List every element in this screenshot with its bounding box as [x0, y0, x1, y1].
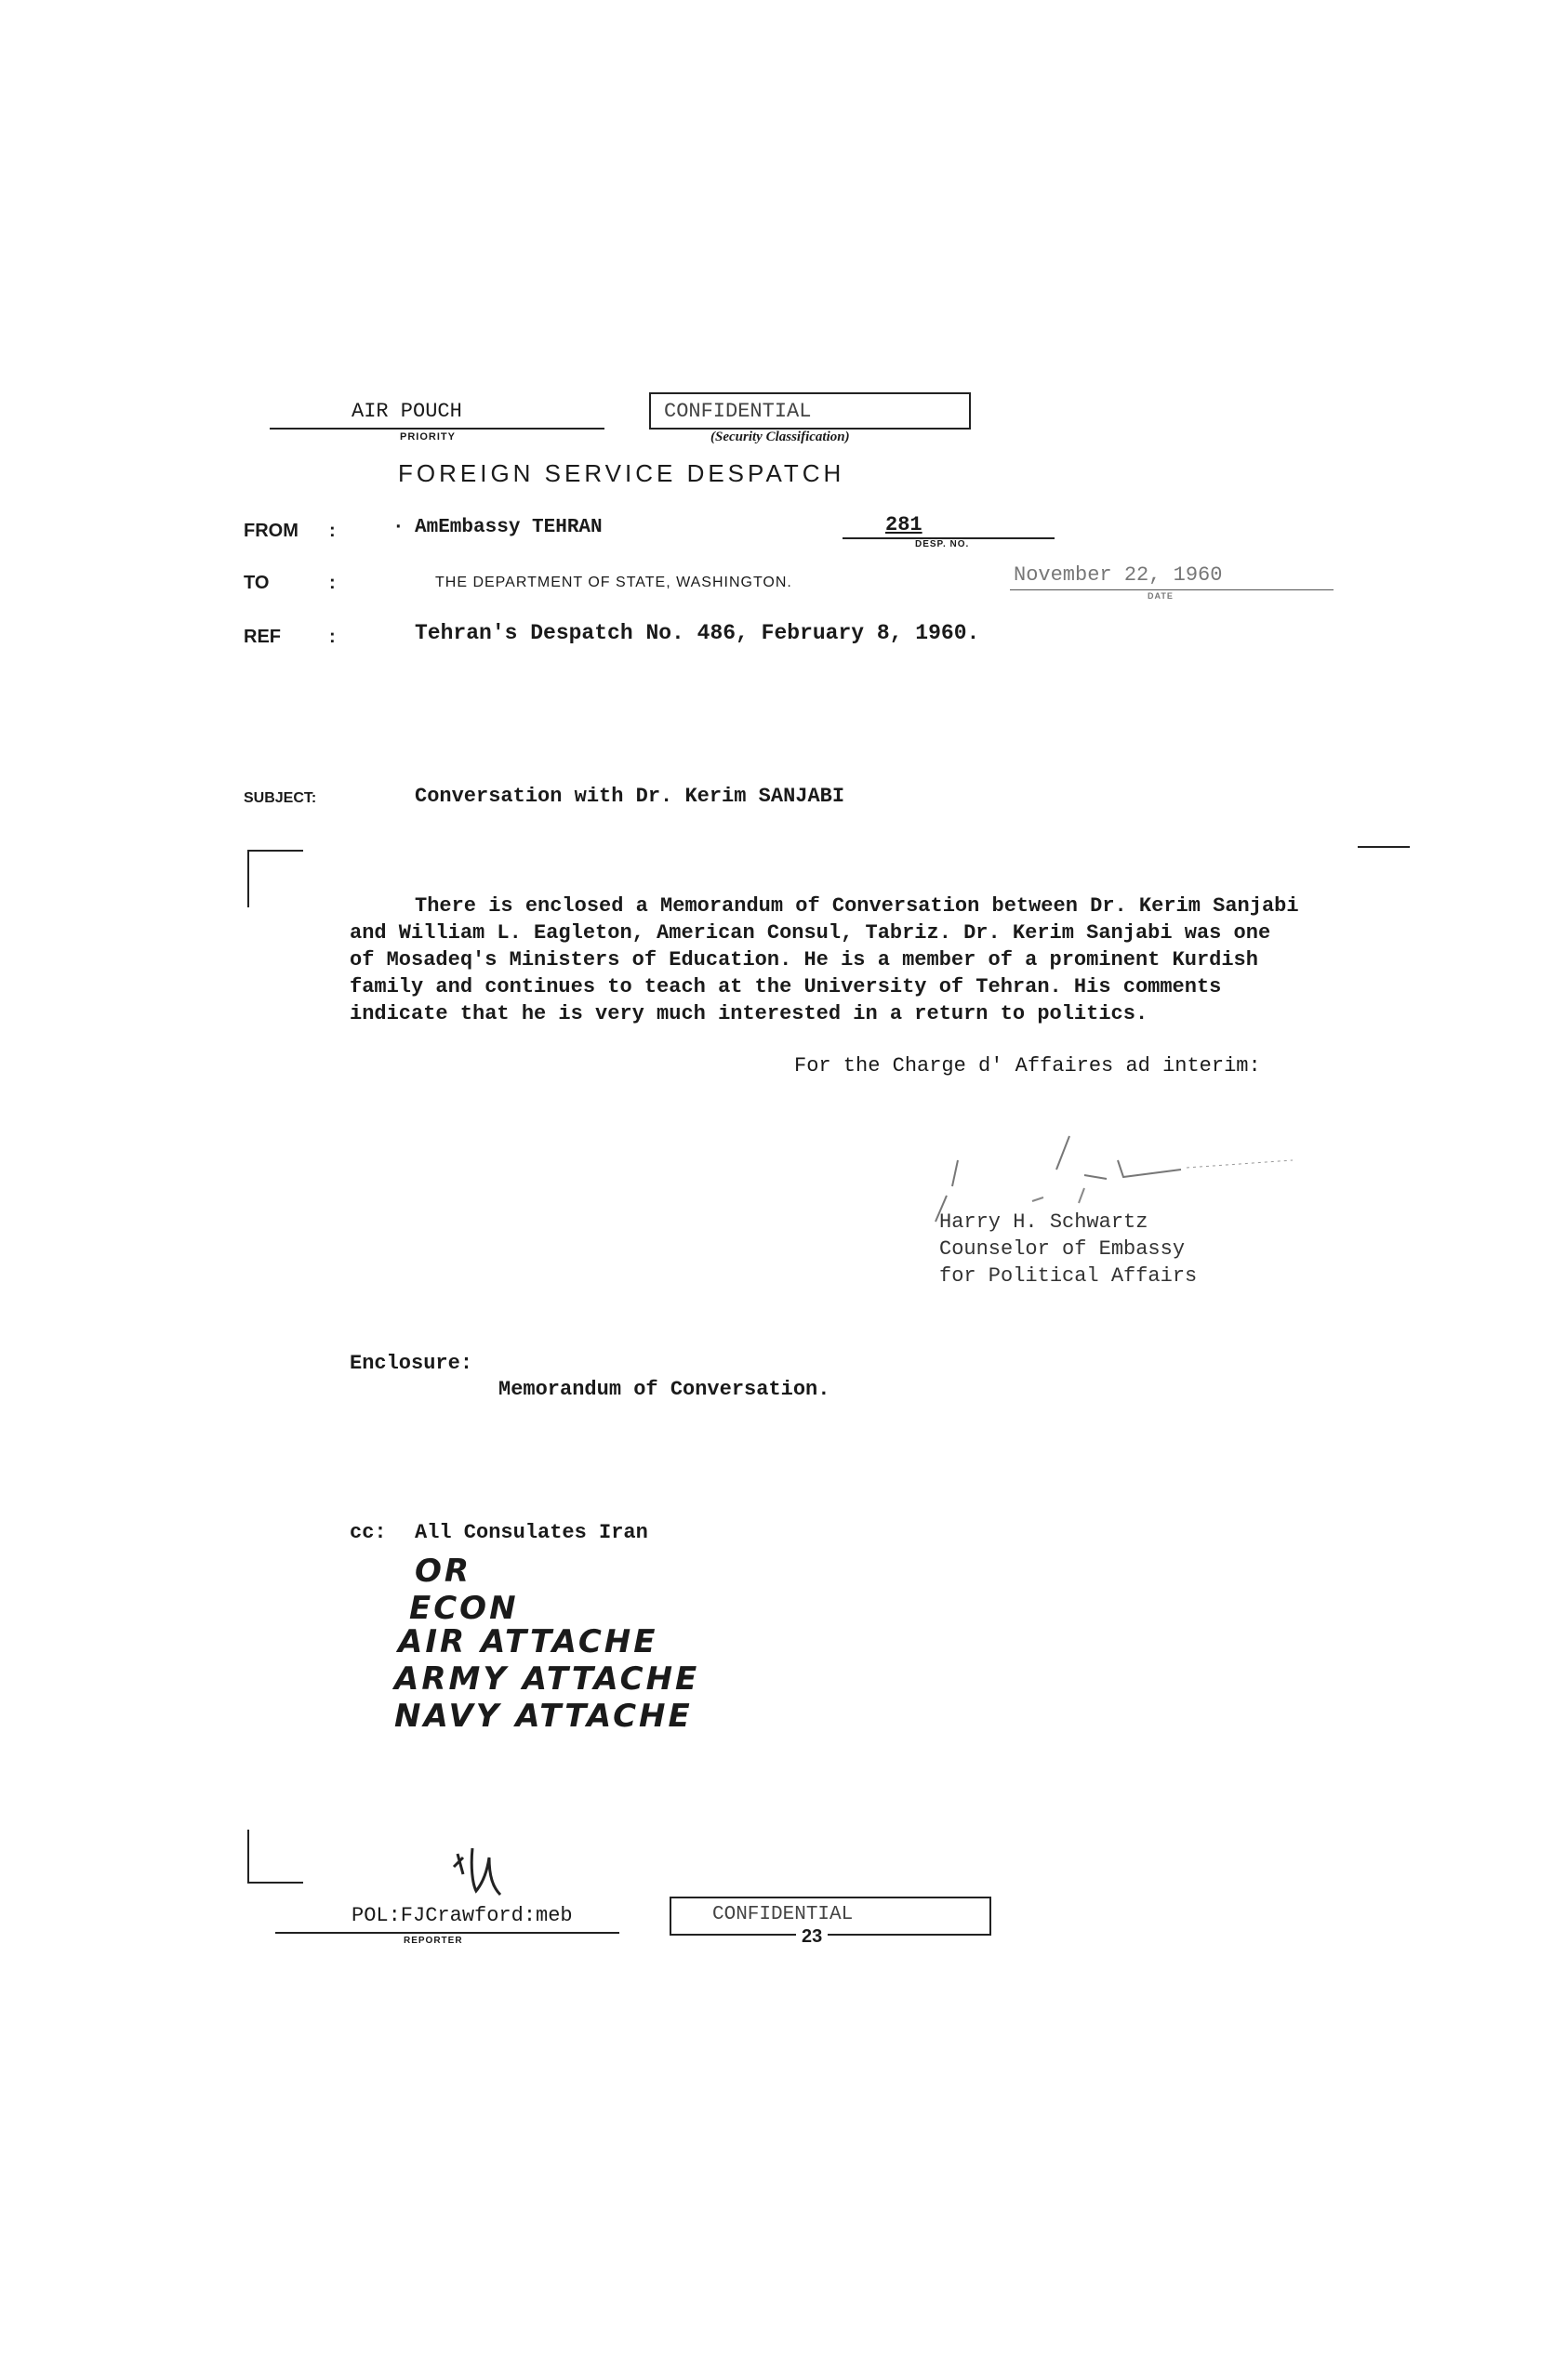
from-bullet: ·	[392, 517, 405, 538]
corner-mark-top-left	[247, 850, 303, 907]
closing-line: For the Charge d' Affaires ad interim:	[794, 1054, 1261, 1078]
ref-value: Tehran's Despatch No. 486, February 8, 1960.	[415, 621, 980, 645]
to-colon: :	[329, 573, 336, 593]
classification-label: (Security Classification)	[710, 430, 850, 444]
cc-handwritten-3: AIR ATTACHE	[398, 1623, 658, 1660]
ref-colon: :	[329, 627, 336, 647]
body-line-1: There is enclosed a Memorandum of Conversation between Dr. Kerim Sanjabi	[415, 894, 1299, 918]
priority-label: PRIORITY	[400, 431, 456, 443]
footer-classification: CONFIDENTIAL	[712, 1904, 854, 1925]
cc-label: cc:	[350, 1521, 387, 1544]
ref-label: REF	[244, 627, 281, 647]
priority-value: AIR POUCH	[352, 400, 462, 423]
from-value: AmEmbassy TEHRAN	[415, 517, 603, 538]
cc-handwritten-5: NAVY ATTACHE	[394, 1698, 693, 1735]
subject-value: Conversation with Dr. Kerim SANJABI	[415, 785, 845, 808]
reporter-rule	[275, 1932, 619, 1934]
date-label: DATE	[1148, 591, 1174, 601]
cc-handwritten-4: ARMY ATTACHE	[394, 1660, 700, 1698]
from-label: FROM	[244, 521, 299, 541]
priority-rule	[270, 428, 604, 430]
enclosure-label: Enclosure:	[350, 1352, 473, 1375]
date-value: November 22, 1960	[1014, 563, 1223, 587]
despatch-title: FOREIGN SERVICE DESPATCH	[398, 459, 845, 487]
to-label: TO	[244, 573, 270, 593]
cc-value: All Consulates Iran	[415, 1521, 648, 1544]
subject-label: SUBJECT:	[244, 790, 317, 806]
body-line-5: indicate that he is very much interested in a return to politics.	[350, 1002, 1148, 1025]
body-line-3: of Mosadeq's Ministers of Education. He is a member of a prominent Kurdish	[350, 948, 1258, 972]
cc-handwritten-1: OR	[415, 1553, 472, 1590]
reporter-initials	[450, 1830, 506, 1904]
enclosure-item: Memorandum of Conversation.	[498, 1378, 830, 1401]
page-number: 23	[796, 1926, 828, 1948]
cc-handwritten-2: ECON	[409, 1590, 519, 1627]
to-value: THE DEPARTMENT OF STATE, WASHINGTON.	[435, 575, 792, 590]
body-line-4: family and continues to teach at the University of Tehran. His comments	[350, 975, 1222, 998]
classification-text: CONFIDENTIAL	[664, 400, 812, 423]
reporter-value: POL:FJCrawford:meb	[352, 1904, 573, 1927]
signer-title-1: Counselor of Embassy	[939, 1237, 1186, 1261]
reporter-label: REPORTER	[404, 1936, 463, 1946]
signer-title-2: for Political Affairs	[939, 1264, 1198, 1288]
desp-number: 281	[885, 513, 922, 536]
footer-classification-box	[670, 1897, 991, 1936]
date-rule	[1010, 589, 1334, 590]
corner-mark-top-right	[1358, 846, 1410, 848]
corner-mark-bottom-left	[247, 1830, 303, 1884]
body-line-2: and William L. Eagleton, American Consul, Tabriz. Dr. Kerim Sanjabi was one	[350, 921, 1271, 945]
classification-box	[649, 392, 971, 430]
desp-label: DESP. NO.	[915, 539, 970, 549]
from-colon: :	[329, 521, 336, 541]
signer-name: Harry H. Schwartz	[939, 1210, 1148, 1234]
